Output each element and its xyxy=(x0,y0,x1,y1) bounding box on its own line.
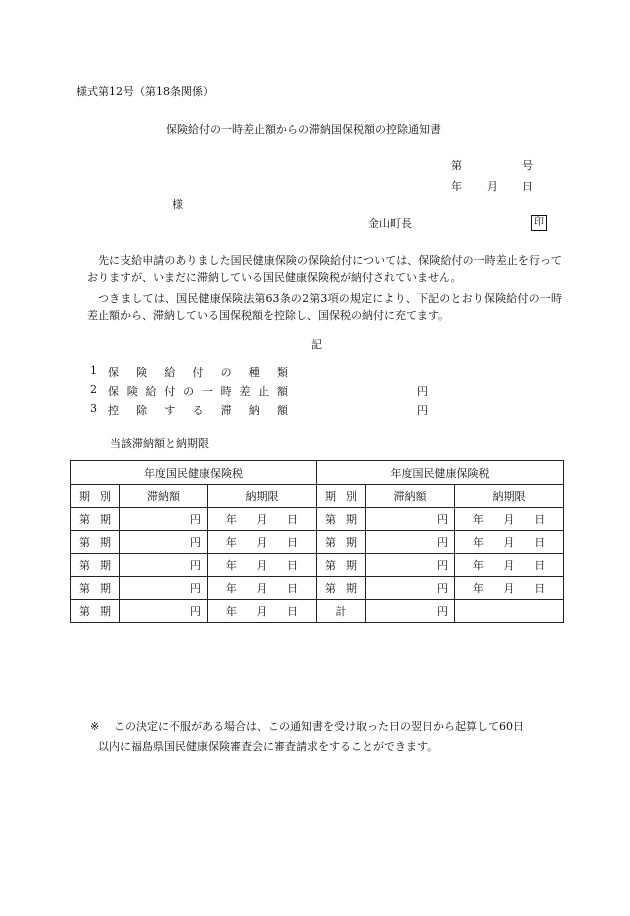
amount-cell: 円 xyxy=(366,554,455,577)
footnote-mark: ※ xyxy=(90,720,100,733)
deadline-cell: 年 月 日 xyxy=(208,508,317,531)
deadline-cell: 年 月 日 xyxy=(208,600,317,623)
period-cell: 第 期 xyxy=(317,577,366,600)
item-unit: 円 xyxy=(417,404,428,417)
body-paragraph-1: 先に支給申請のありました国民健康保険の保険給付については、保険給付の一時差止を行っておりますが、いまだに滞納している国民健康保険税が納付されていません。 xyxy=(87,254,562,284)
period-cell: 第 期 xyxy=(317,508,366,531)
amount-cell: 円 xyxy=(120,554,208,577)
sender-name: 金山町長 xyxy=(368,217,412,230)
amount-cell: 円 xyxy=(120,531,208,554)
amount-cell: 円 xyxy=(120,577,208,600)
header-amount: 滞納額 xyxy=(120,485,208,508)
amount-cell: 円 xyxy=(120,600,208,623)
header-deadline: 納期限 xyxy=(208,485,317,508)
amount-cell: 円 xyxy=(366,531,455,554)
empty-cell xyxy=(455,600,564,623)
date-month: 月 xyxy=(487,180,498,193)
period-cell: 第 期 xyxy=(71,531,120,554)
deadline-cell: 年 月 日 xyxy=(455,531,564,554)
table-row xyxy=(71,531,564,554)
period-cell: 第 期 xyxy=(317,554,366,577)
footnote-line-2: 以内に福島県国民健康保険審査会に審査請求をすることができます。 xyxy=(98,740,439,753)
amount-cell: 円 xyxy=(366,577,455,600)
table-row xyxy=(71,508,564,531)
deadline-cell: 年 月 日 xyxy=(455,577,564,600)
table-row xyxy=(71,600,564,623)
table-group-header xyxy=(71,461,564,485)
header-ki: 期 別 xyxy=(71,485,120,508)
item-number: 1 xyxy=(90,364,97,377)
period-cell: 第 期 xyxy=(71,554,120,577)
period-cell: 第 期 xyxy=(317,531,366,554)
amount-cell: 円 xyxy=(366,508,455,531)
total-amount-cell: 円 xyxy=(366,600,455,623)
footnote xyxy=(90,717,560,757)
ki-heading: 記 xyxy=(311,338,322,351)
date-day: 日 xyxy=(522,180,533,193)
deadline-cell: 年 月 日 xyxy=(455,508,564,531)
group-left: 年度国民健康保険税 xyxy=(71,461,317,485)
table-caption: 当該滞納額と納期限 xyxy=(110,437,209,450)
document-title: 保険給付の一時差止額からの滞納国保税額の控除通知書 xyxy=(166,123,441,136)
form-number: 様式第12号（第18条関係） xyxy=(76,85,214,98)
item-number: 3 xyxy=(90,402,97,415)
header-amount: 滞納額 xyxy=(366,485,455,508)
list-item-deducted-amount xyxy=(90,402,450,416)
list-item-kind xyxy=(90,364,450,378)
date-year: 年 xyxy=(451,180,462,193)
deadline-cell: 年 月 日 xyxy=(208,577,317,600)
total-label-cell: 計 xyxy=(317,600,366,623)
body-paragraph-2: つきましては、国民健康保険法第63条の2第3項の規定により、下記のとおり保険給付の一時差止額から、滞納している国保税額を控除し、国保税の納付に充てます。 xyxy=(87,292,562,322)
period-cell: 第 期 xyxy=(71,577,120,600)
deadline-cell: 年 月 日 xyxy=(208,531,317,554)
deadline-cell: 年 月 日 xyxy=(208,554,317,577)
header-ki: 期 別 xyxy=(317,485,366,508)
footnote-line-1: ※ この決定に不服がある場合は、この通知書を受け取った日の翌日から起算して60日 xyxy=(90,717,560,737)
list-item-suspended-amount xyxy=(90,383,450,397)
group-right: 年度国民健康保険税 xyxy=(317,461,564,485)
table-row xyxy=(71,554,564,577)
doc-number-dai: 第 xyxy=(451,159,462,172)
tax-table xyxy=(70,460,564,623)
item-label: 保 険 給 付 の 種 類 xyxy=(108,366,288,379)
item-number: 2 xyxy=(90,383,97,396)
addressee-suffix: 様 xyxy=(172,198,183,211)
table-column-header xyxy=(71,485,564,508)
table-row xyxy=(71,577,564,600)
item-label: 保 険 給 付 の 一 時 差 止 額 xyxy=(108,385,288,398)
amount-cell: 円 xyxy=(120,508,208,531)
period-cell: 第 期 xyxy=(71,600,120,623)
deadline-cell: 年 月 日 xyxy=(455,554,564,577)
item-label: 控 除 す る 滞 納 額 xyxy=(108,404,288,417)
item-unit: 円 xyxy=(417,385,428,398)
period-cell: 第 期 xyxy=(71,508,120,531)
doc-number-go: 号 xyxy=(522,159,533,172)
seal-mark: 印 xyxy=(531,215,547,231)
header-deadline: 納期限 xyxy=(455,485,564,508)
